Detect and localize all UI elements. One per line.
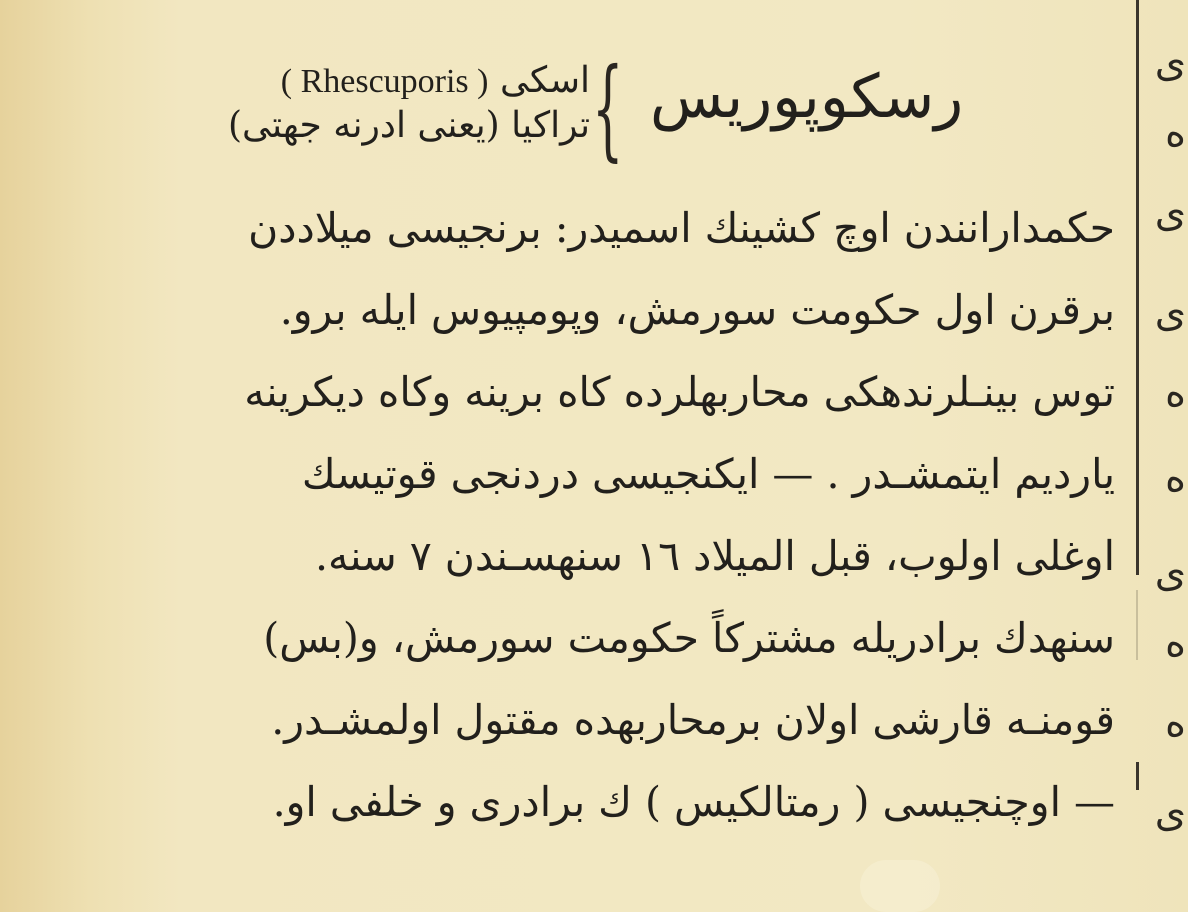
subheading-line-2: تراکیا (یعنی ادرنه جهتی) xyxy=(228,105,590,146)
entry-headword: رسکوپوریس xyxy=(650,62,964,132)
edge-glyph: ی xyxy=(1154,550,1186,596)
body-line: اوغلی اولوب، قبل المیلاد ١٦ سنهسـندن ٧ سنه. xyxy=(314,532,1115,580)
edge-glyph: ه xyxy=(1165,700,1186,746)
body-line: یاردیم ایتمشـدر . — ایکنجیسی دردنجی قوتیسك xyxy=(301,450,1115,498)
edge-glyph: ی xyxy=(1154,790,1186,836)
body-line: قومنـه قارشی اولان برمحاربهده مقتول اولمشـدر. xyxy=(271,696,1115,744)
body-line: سنهدك برادریله مشترکاً حکومت سورمش، و(بس) xyxy=(263,614,1115,662)
subheading-line-1 xyxy=(135,60,590,105)
edge-glyph: ی xyxy=(1154,190,1186,236)
latin-name: ( Rhescuporis ) xyxy=(280,63,489,100)
adjacent-column-edge xyxy=(1152,0,1188,912)
body-line: حکمدارانندن اوچ کشینك اسمیدر: برنجیسی میلاددن xyxy=(248,204,1115,252)
body-line: برقرن اول حکومت سورمش، وپومپیوس ایله برو. xyxy=(279,286,1115,334)
edge-glyph: ی xyxy=(1154,40,1186,86)
heading-brace: { xyxy=(592,44,624,172)
edge-glyph: ه xyxy=(1165,620,1186,666)
entry-subheading xyxy=(135,60,590,150)
edge-glyph: ه xyxy=(1165,455,1186,501)
margin-mark xyxy=(1136,762,1139,790)
body-line: توس بینـلرندهکی محاربهلرده کاه برینه وکاه دیکرینه xyxy=(244,368,1115,416)
column-divider-faint xyxy=(1136,590,1138,660)
edge-glyph: ی xyxy=(1154,290,1186,336)
paper-smudge xyxy=(860,860,940,912)
edge-glyph: ه xyxy=(1165,370,1186,416)
edge-glyph: ه xyxy=(1165,110,1186,156)
body-line: — اوچنجیسی ( رمتالکیس ) ك برادری و خلفی او. xyxy=(272,778,1115,826)
column-divider xyxy=(1136,0,1139,575)
subheading-word: اسکی xyxy=(499,60,590,101)
